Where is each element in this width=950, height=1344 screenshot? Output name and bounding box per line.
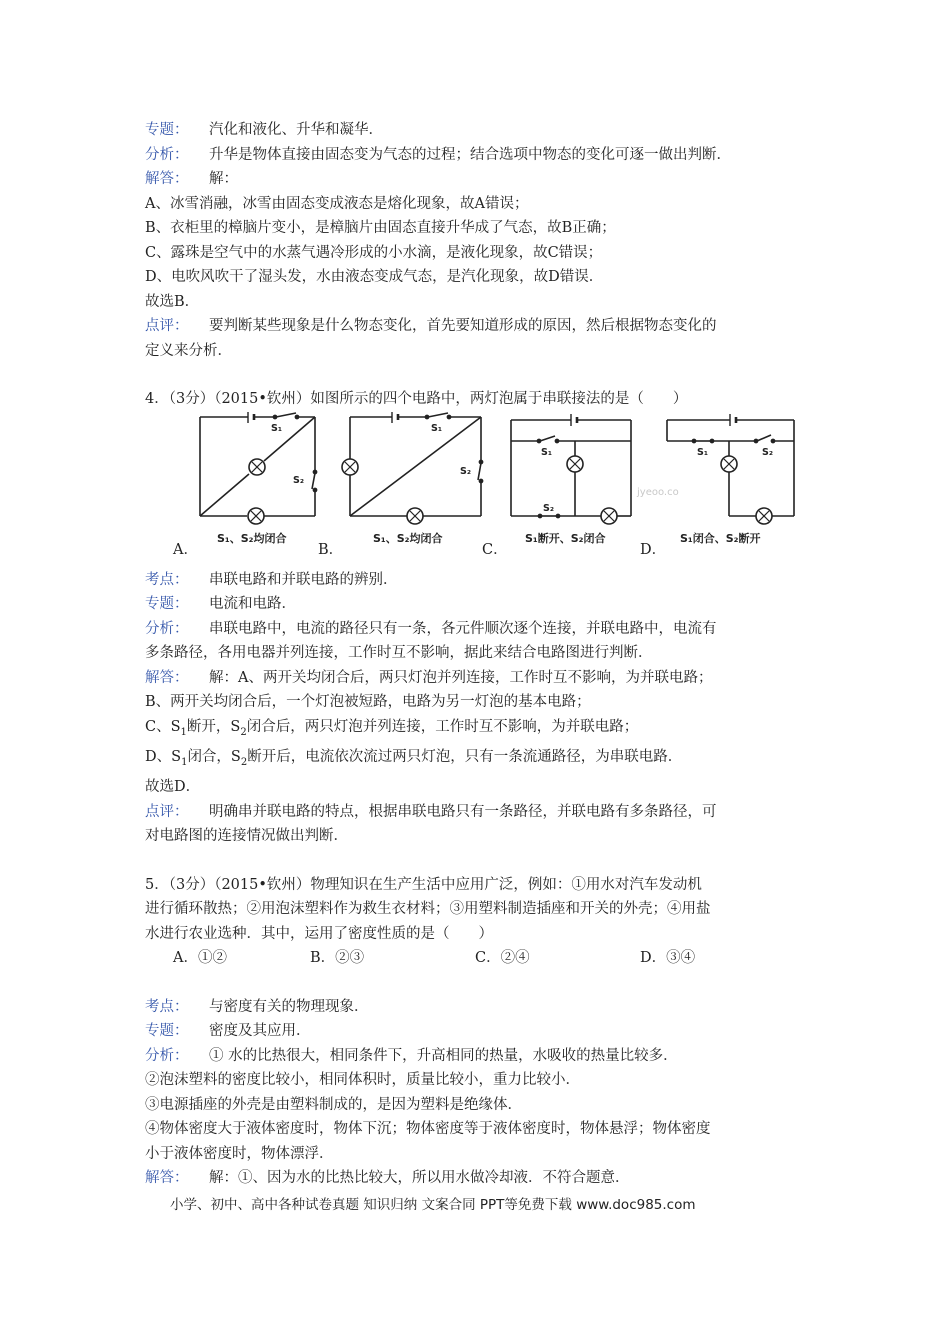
- circuit-d: [667, 414, 794, 524]
- q5-choice-b: B．②③: [310, 950, 365, 967]
- q5-choices: [145, 946, 810, 971]
- q5-stem-1: 5．（3分）（2015•钦州）物理知识在生产生活中应用广泛，例如：①用水对汽车发动机: [145, 876, 702, 893]
- q4-point: 考点： 串联电路和并联电路的辨别．: [145, 568, 810, 593]
- q3-answer: 解答： 解：: [145, 167, 810, 192]
- q3-line-d: D、电吹风吹干了湿头发，水由液态变成气态，是汽化现象，故D错误．: [145, 269, 604, 285]
- q4-stem: 4．（3分）（2015•钦州）如图所示的四个电路中，两灯泡属于串联接法的是（ ）: [145, 391, 688, 407]
- label-answer: 解答：: [145, 1170, 189, 1187]
- label-topic: 专题：: [145, 1023, 189, 1040]
- q5-choice-d: D．③④: [640, 950, 696, 967]
- q4-comment-cont: 对电路图的连接情况做出判断．: [145, 828, 348, 845]
- label-topic: 专题：: [145, 596, 189, 612]
- q3-topic: 专题： 汽化和液化、升华和凝华．: [145, 118, 810, 143]
- label-point: 考点：: [145, 571, 189, 588]
- a-s1-label: S₁: [271, 422, 283, 434]
- q5-point: 考点： 与密度有关的物理现象．: [145, 995, 810, 1020]
- caption-a: S₁、S₂均闭合: [217, 531, 287, 545]
- q4-circuit-figures: [145, 412, 810, 558]
- q4-option-a-letter: A．: [173, 541, 198, 558]
- q4-line-d: D、$S_1$闭合，$S_2$断开后，电流依次流过两只灯泡，只有一条流通路径，为串联电路．: [145, 748, 683, 768]
- q5-line-4-cont: 小于液体密度时，物体漂浮．: [145, 1145, 334, 1162]
- d-s1-label: S₁: [697, 446, 709, 458]
- caption-b: S₁、S₂均闭合: [373, 531, 443, 545]
- q4-answer: 解答： 解：A、两开关均闭合后，两只灯泡并列连接，工作时互不影响，为并联电路；: [145, 666, 810, 691]
- q3-comment-cont: 定义来分析．: [145, 342, 232, 359]
- q3-analysis: 分析： 升华是物体直接由固态变为气态的过程；结合选项中物态的变化可逐一做出判断．: [145, 143, 810, 168]
- page-footer: 小学、初中、高中各种试卷真题 知识归纳 文案合同 PPT等免费下载 www.doc985.com: [170, 1197, 696, 1213]
- label-comment: 点评：: [145, 318, 189, 334]
- q4-option-d-letter: D．: [640, 541, 667, 558]
- c-s1-label: S₁: [541, 446, 553, 458]
- label-answer: 解答：: [145, 669, 189, 686]
- q5-line-4: ④物体密度大于液体密度时，物体下沉；物体密度等于液体密度时，物体悬浮；物体密度: [145, 1121, 711, 1138]
- q3-comment: 点评： 要判断某些现象是什么物态变化，首先要知道形成的原因，然后根据物态变化的: [145, 314, 810, 339]
- label-analysis: 分析：: [145, 1047, 189, 1064]
- q5-choice-a: A．①②: [173, 950, 227, 967]
- label-analysis: 分析：: [145, 620, 189, 637]
- q5-analysis: 分析： ① 水的比热很大，相同条件下，升高相同的热量，水吸收的热量比较多．: [145, 1044, 810, 1069]
- q4-analysis-cont: 多条路径，各用电器并列连接，工作时互不影响，据此来结合电路图进行判断．: [145, 645, 653, 661]
- q5-line-2: ②泡沫塑料的密度比较小，相同体积时，质量比较小，重力比较小．: [145, 1072, 580, 1089]
- q5-stem-3: 水进行农业选种．其中，运用了密度性质的是（ ）: [145, 925, 493, 942]
- caption-c: S₁断开、S₂闭合: [525, 531, 606, 545]
- circuit-c: [511, 414, 631, 524]
- a-s2-label: S₂: [293, 474, 305, 486]
- q4-analysis: 分析： 串联电路中，电流的路径只有一条，各元件顺次逐个连接，并联电路中，电流有: [145, 617, 810, 642]
- q5-answer: 解答： 解：①、因为水的比热比较大，所以用水做冷却液．不符合题意．: [145, 1166, 810, 1191]
- label-point: 考点：: [145, 998, 189, 1015]
- q4-option-b-letter: B．: [318, 541, 344, 558]
- q5-line-3: ③电源插座的外壳是由塑料制成的，是因为塑料是绝缘体．: [145, 1096, 522, 1113]
- caption-d: S₁闭合、S₂断开: [680, 531, 761, 545]
- circuit-diagrams: [145, 412, 810, 558]
- b-s2-label: S₂: [460, 465, 472, 477]
- label-answer: 解答：: [145, 171, 189, 187]
- document-page: [145, 118, 810, 1191]
- label-analysis: 分析：: [145, 146, 189, 163]
- q3-conclusion: 故选B．: [145, 293, 200, 310]
- q3-line-c: C、露珠是空气中的水蒸气遇冷形成的小水滴，是液化现象，故C错误；: [145, 244, 603, 261]
- label-topic: 专题：: [145, 122, 189, 138]
- q4-topic: 专题： 电流和电路．: [145, 592, 810, 617]
- q5-topic: 专题： 密度及其应用．: [145, 1019, 810, 1044]
- q5-choice-c: C．②④: [475, 950, 530, 967]
- circuit-a: [200, 412, 317, 524]
- label-comment: 点评：: [145, 803, 189, 820]
- q3-line-b: B、衣柜里的樟脑片变小，是樟脑片由固态直接升华成了气态，故B正确；: [145, 220, 616, 236]
- watermark: jyeoo.co: [637, 486, 679, 498]
- d-s2-label: S₂: [762, 446, 774, 458]
- q4-option-c-letter: C．: [482, 541, 508, 558]
- q4-conclusion: 故选D．: [145, 779, 201, 796]
- c-s2-label: S₂: [543, 502, 555, 514]
- q3-line-a: A、冰雪消融，冰雪由固态变成液态是熔化现象，故A错误；: [145, 195, 529, 212]
- q4-comment: 点评： 明确串并联电路的特点，根据串联电路只有一条路径，并联电路有多条路径，可: [145, 800, 810, 825]
- q4-line-b: B、两开关均闭合后，一个灯泡被短路，电路为另一灯泡的基本电路；: [145, 694, 591, 710]
- b-s1-label: S₁: [431, 422, 443, 434]
- q4-line-c: C、$S_1$断开，$S_2$闭合后，两只灯泡并列连接，工作时互不影响，为并联电路；: [145, 718, 639, 738]
- q5-stem-2: 进行循环散热；②用泡沫塑料作为救生衣材料；③用塑料制造插座和开关的外壳；④用盐: [145, 901, 711, 918]
